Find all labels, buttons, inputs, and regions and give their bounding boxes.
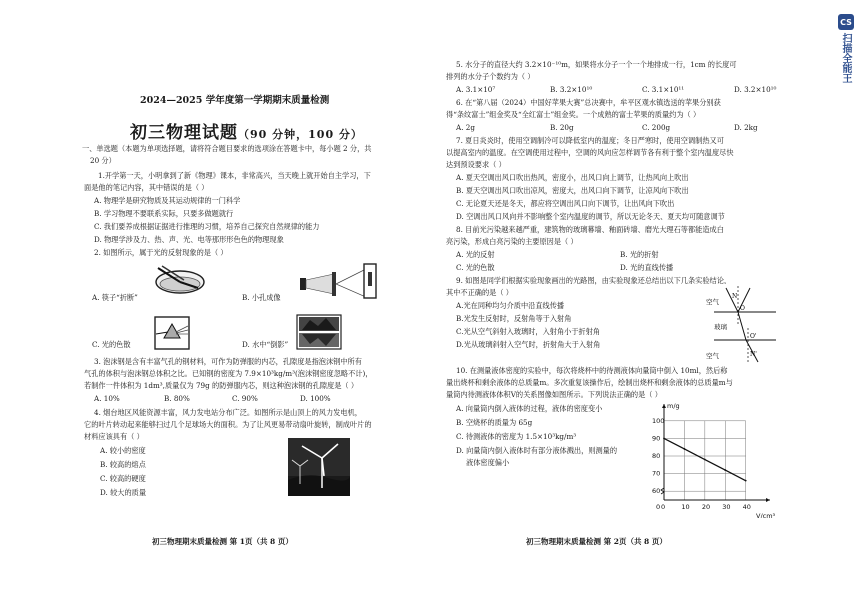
q1-stem-1: 1.开学第一天，小明拿到了新《物理》课本，非常高兴，当天晚上就开始自主学习，下 <box>98 171 371 180</box>
q6-option-d: D. 2kg <box>734 123 758 132</box>
y-tick-label: 100 <box>652 416 665 425</box>
q3-option-c: C. 90% <box>232 394 258 403</box>
camscanner-logo: CS <box>838 14 854 30</box>
q8-option-d: D. 光的直线传播 <box>620 263 674 272</box>
q2-option-c: C. 光的色散 <box>92 340 131 349</box>
chopsticks-figure <box>150 262 210 298</box>
q5-option-c: C. 3.1×10¹¹ <box>642 85 685 94</box>
y-axis-arrow <box>662 404 666 408</box>
q6-option-b: B. 20g <box>550 123 574 132</box>
q3-stem-1: 3. 泡沫钢是含有丰富气孔的钢材料，可作为防弹服的内芯，孔隙度是指泡沫钢中所有 <box>94 357 362 366</box>
q5-option-a: A. 3.1×10⁷ <box>456 85 496 94</box>
light-path-diagram <box>670 284 778 364</box>
q10-stem-2: 量出烧杯和剩余液体的总质量m。多次重复该操作后，绘制出烧杯和剩余液体的总质量m与 <box>446 378 733 387</box>
q4-stem-1: 4. 烟台地区风能资源丰富，风力发电站分布广泛。如图所示是山顶上的风力发电机， <box>94 408 362 417</box>
q6-stem-1: 6. 在“第八届（2024）中国好苹果大赛”总决赛中，牟平区观水镇选送的苹果分别获 <box>456 98 721 107</box>
q9-option-c: C.光从空气斜射入玻璃时，入射角小于折射角 <box>456 327 601 336</box>
q7-option-d: D. 空调出风口风向并不影响整个室内温度的调节，所以无论冬天、夏天均可随意调节 <box>456 212 725 221</box>
x-tick-label: 30 <box>722 503 731 511</box>
q10-option-d: D. 向量筒内倒入液体时有部分液体溅出，则测量的 <box>456 446 618 455</box>
q8-stem-1: 8. 目前光污染越来越严重，建筑物的玻璃幕墙、釉面砖墙、磨光大理石等都能造成白 <box>456 225 724 234</box>
normal-label-n: N <box>732 293 738 300</box>
air-bottom-label: 空气 <box>706 352 719 360</box>
q9-option-b: B.光发生反射时，反射角等于入射角 <box>456 314 572 323</box>
q3-stem-3: 若制作一件体积为 1dm³,质量仅为 79g 的防弹服内芯，则这种泡沫钢的孔隙度是（ ） <box>84 381 359 390</box>
q1-option-d: D. 物理学涉及力、热、声、光、电等那形形色色的物理现象 <box>94 235 284 244</box>
q9-stem-1: 9. 如图是同学们根据实验现象画出的光路图，由实验现象还总结出以下几条实验结论， <box>456 276 732 285</box>
q3-option-a: A. 10% <box>94 394 120 403</box>
q7-option-a: A. 夏天空调出风口吹出热风，密度小，出风口向上调节，让热风向上吹出 <box>456 173 689 182</box>
point-label-o: O <box>740 305 745 312</box>
q7-stem-3: 达到预设要求（ ） <box>446 160 506 169</box>
data-point <box>684 448 686 450</box>
q2-stem: 2. 如图所示，属于光的反射现象的是（ ） <box>94 248 228 257</box>
x-tick-label: 10 <box>681 503 690 511</box>
q7-option-c: C. 无论夏天还是冬天，都应将空调出风口向下调节，让出风向下吹出 <box>456 199 675 208</box>
q1-option-c: C. 我们要养成根据证据进行推理的习惯，培养自己探究自然规律的能力 <box>94 222 320 231</box>
section-heading-cont: 20 分） <box>90 156 116 165</box>
q1-option-b: B. 学习物理不要联系实际，只要多做题就行 <box>94 209 234 218</box>
q8-option-b: B. 光的折射 <box>620 250 659 259</box>
x-axis-arrow <box>766 498 770 502</box>
point-label-o2: O' <box>750 333 757 340</box>
x-axis-label: V/cm³ <box>756 512 776 518</box>
q8-option-c: C. 光的色散 <box>456 263 495 272</box>
q10-option-c: C. 待测液体的密度为 1.5×10³kg/m³ <box>456 432 577 441</box>
q7-option-b: B. 夏天空调出风口吹出凉风，密度大，出风口向下调节，让凉风向下吹出 <box>456 186 689 195</box>
page-title: 初三物理试题（90 分钟，100 分） <box>130 123 363 143</box>
q2-option-b: B. 小孔成像 <box>242 293 281 302</box>
q1-option-a: A. 物理学是研究物质及其运动规律的一门科学 <box>94 196 241 205</box>
camscanner-banner <box>838 14 856 114</box>
q8-option-a: A. 光的反射 <box>456 250 495 259</box>
q9-option-a: A.光在同种均匀介质中沿直线传播 <box>456 301 565 310</box>
q5-option-b: B. 3.2×10¹⁰ <box>550 85 593 94</box>
x-tick-label: 20 <box>701 503 711 511</box>
q2-option-a: A. 筷子“折断” <box>92 293 138 302</box>
prism-figure <box>154 316 190 350</box>
q6-option-c: C. 200g <box>642 123 671 132</box>
q4-option-d: D. 较大的质量 <box>100 488 147 497</box>
q10-option-d-cont: 液体密度偏小 <box>466 458 510 467</box>
section-heading: 一、单选题（本题为单项选择题，请将符合题目要求的选项涂在答题卡中，每小题 2 分，共 <box>82 144 372 153</box>
mass-volume-chart <box>638 396 780 518</box>
camscanner-text: 扫描全能王 <box>840 33 851 83</box>
normal-label-n2: N' <box>750 351 757 358</box>
y-tick-label: 60 <box>652 487 661 496</box>
data-point <box>724 469 726 471</box>
water-reflection-figure <box>296 314 342 350</box>
q9-stem-2: 其中不正确的是（ ） <box>446 288 513 297</box>
q7-stem-2: 以提高室内的温度。在空调使用过程中，空调的风向应怎样调节各有利于整个室内温度尽快 <box>446 148 734 157</box>
q10-option-b: B. 空烧杯的质量为 65g <box>456 418 533 427</box>
q10-option-a: A. 向量筒内倒入液体的过程，液体的密度变小 <box>456 404 603 413</box>
q5-stem-1: 5. 水分子的直径大约 3.2×10⁻¹⁰m，如果将水分子一个一个地排成一行，1cm 的长度可 <box>456 60 737 69</box>
y-tick-label: 70 <box>652 469 661 478</box>
q10-stem-3: 量筒内待测液体体积V的关系图像如图所示。下列说法正确的是（ ） <box>446 390 662 399</box>
q4-option-b: B. 较高的熔点 <box>100 460 146 469</box>
q8-stem-2: 亮污染，形成白亮污染的主要原因是（ ） <box>446 237 578 246</box>
page-2 <box>430 0 860 608</box>
q3-option-d: D. 100% <box>300 394 331 403</box>
q7-stem-1: 7. 夏日炎炎时，使用空调制冷可以降低室内的温度；冬日严寒时，使用空调制热又可 <box>456 136 724 145</box>
data-point <box>663 438 665 440</box>
q3-stem-2: 气孔的体积与泡沫钢总体积之比。已知钢的密度为 7.9×10³kg/m³(泡沫钢密度忽略不计)， <box>84 369 373 378</box>
y-tick-label: 90 <box>652 434 661 443</box>
origin-label: 0 <box>656 503 661 511</box>
q6-stem-2: 得“条纹富士”组金奖及“全红富士”组金奖。一个成熟的富士苹果的质量约为（ ） <box>446 110 701 119</box>
data-point <box>704 459 706 461</box>
q5-option-d: D. 3.2×10¹⁰ <box>734 85 777 94</box>
glass-label: 玻璃 <box>714 323 727 331</box>
q3-option-b: B. 80% <box>164 394 190 403</box>
q5-stem-2: 排列的水分子个数约为（ ） <box>446 72 535 81</box>
y-tick-label: 80 <box>652 452 661 460</box>
exam-header: 2024—2025 学年度第一学期期末质量检测 <box>140 95 330 106</box>
page-1-footer: 初三物理期末质量检测 第 1页（共 8 页） <box>152 537 293 546</box>
wind-turbine-figure <box>288 438 350 496</box>
q9-option-d: D.光从玻璃斜射入空气时，折射角大于入射角 <box>456 340 601 349</box>
q4-stem-3: 材料应该具有（ ） <box>84 432 144 441</box>
air-top-label: 空气 <box>706 298 719 306</box>
q4-option-a: A. 较小的密度 <box>100 446 146 455</box>
x-tick-label: 40 <box>742 503 751 511</box>
q2-option-d: D. 水中“倒影” <box>242 340 289 349</box>
y-axis-label: m/g <box>667 402 680 410</box>
q6-option-a: A. 2g <box>456 123 475 132</box>
x-tick-label: 0 <box>661 503 666 511</box>
q4-stem-2: 它的叶片转动起来能够扫过几个足球场大的面积。为了让风更易带动扇叶旋转，制成叶片的 <box>84 420 372 429</box>
q1-stem-2: 面是他的笔记内容，其中错误的是（ ） <box>84 183 209 192</box>
data-point <box>745 480 747 482</box>
q10-stem-1: 10. 在测量液体密度的实验中，每次将烧杯中的待测液体向量筒中倒入 10ml，然后称 <box>456 366 728 375</box>
page-2-footer: 初三物理期末质量检测 第 2页（共 8 页） <box>526 537 667 546</box>
q4-option-c: C. 较高的硬度 <box>100 474 146 483</box>
pinhole-figure <box>298 262 380 300</box>
